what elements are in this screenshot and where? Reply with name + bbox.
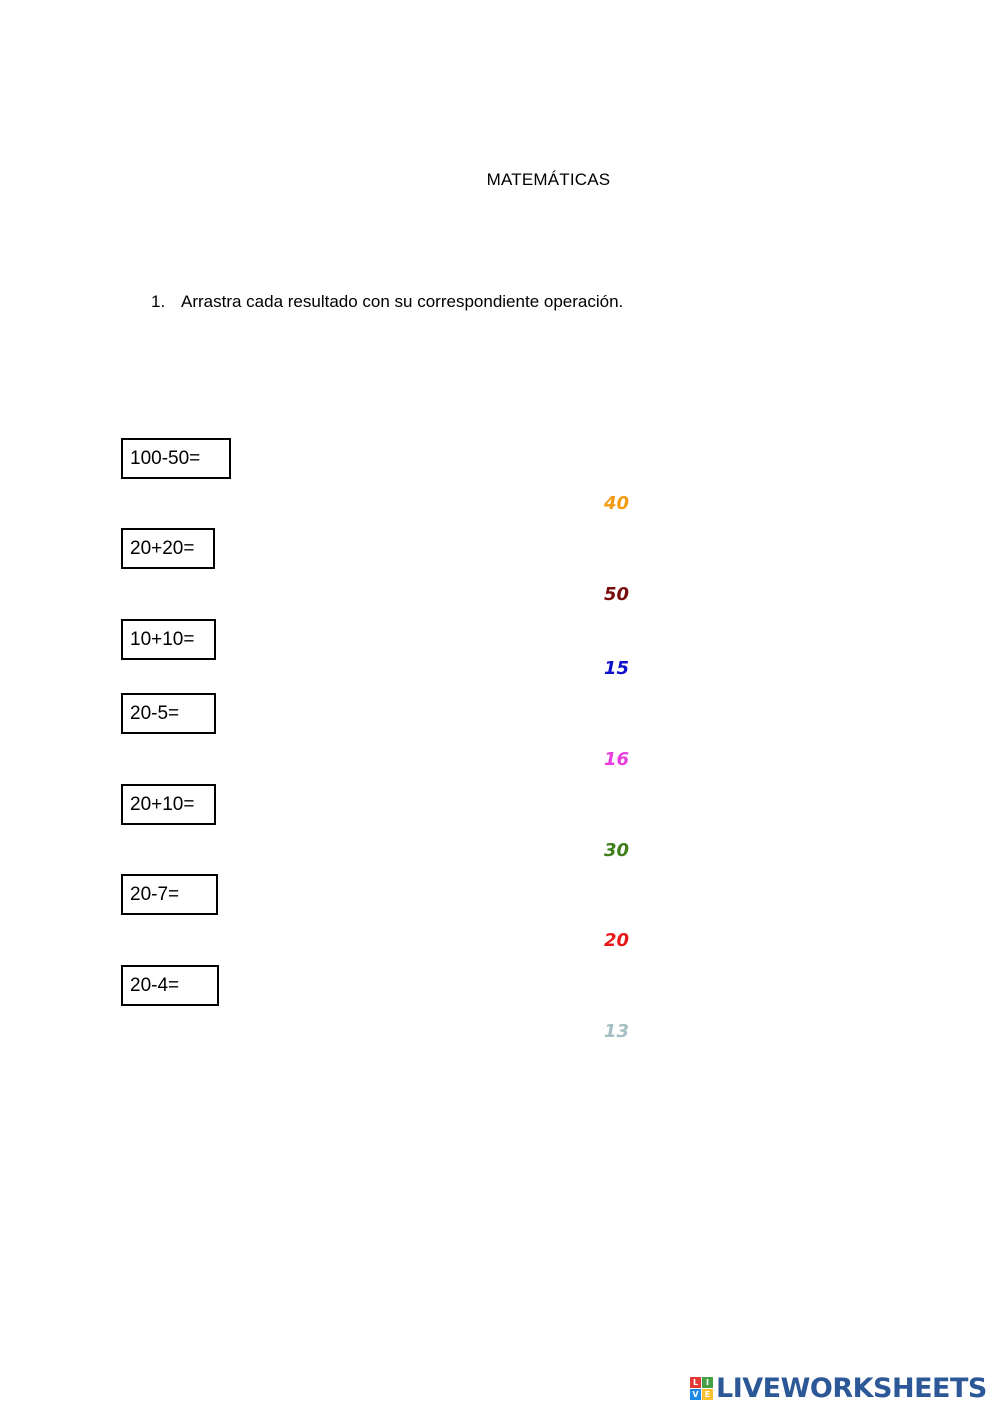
answer-draggable[interactable]: 30 bbox=[604, 840, 630, 861]
operation-box[interactable]: 100-50= bbox=[121, 438, 231, 479]
logo-text: LIVEWORKSHEETS bbox=[716, 1372, 987, 1404]
operation-box[interactable]: 10+10= bbox=[121, 619, 216, 660]
operation-box[interactable]: 20+10= bbox=[121, 784, 216, 825]
page-title: MATEMÁTICAS bbox=[486, 170, 611, 189]
operation-box[interactable]: 20-4= bbox=[121, 965, 219, 1006]
operation-box[interactable]: 20+20= bbox=[121, 528, 215, 569]
answer-draggable[interactable]: 20 bbox=[604, 930, 630, 951]
answer-draggable[interactable]: 40 bbox=[604, 493, 630, 514]
instruction-number: 1. bbox=[151, 292, 166, 311]
logo-icon bbox=[690, 1377, 713, 1400]
logo-icon-letter: I bbox=[702, 1377, 713, 1388]
operation-box[interactable]: 20-7= bbox=[121, 874, 218, 915]
liveworksheets-logo bbox=[690, 1372, 987, 1404]
instruction bbox=[151, 292, 623, 312]
answer-draggable[interactable]: 50 bbox=[604, 584, 630, 605]
operation-box[interactable]: 20-5= bbox=[121, 693, 216, 734]
answer-draggable[interactable]: 15 bbox=[604, 658, 630, 679]
logo-icon-letter: E bbox=[702, 1389, 713, 1400]
instruction-text: Arrastra cada resultado con su correspondiente operación. bbox=[181, 292, 624, 311]
logo-icon-letter: L bbox=[690, 1377, 701, 1388]
answer-draggable[interactable]: 13 bbox=[604, 1021, 630, 1042]
answer-draggable[interactable]: 16 bbox=[604, 749, 630, 770]
logo-icon-letter: V bbox=[690, 1389, 701, 1400]
